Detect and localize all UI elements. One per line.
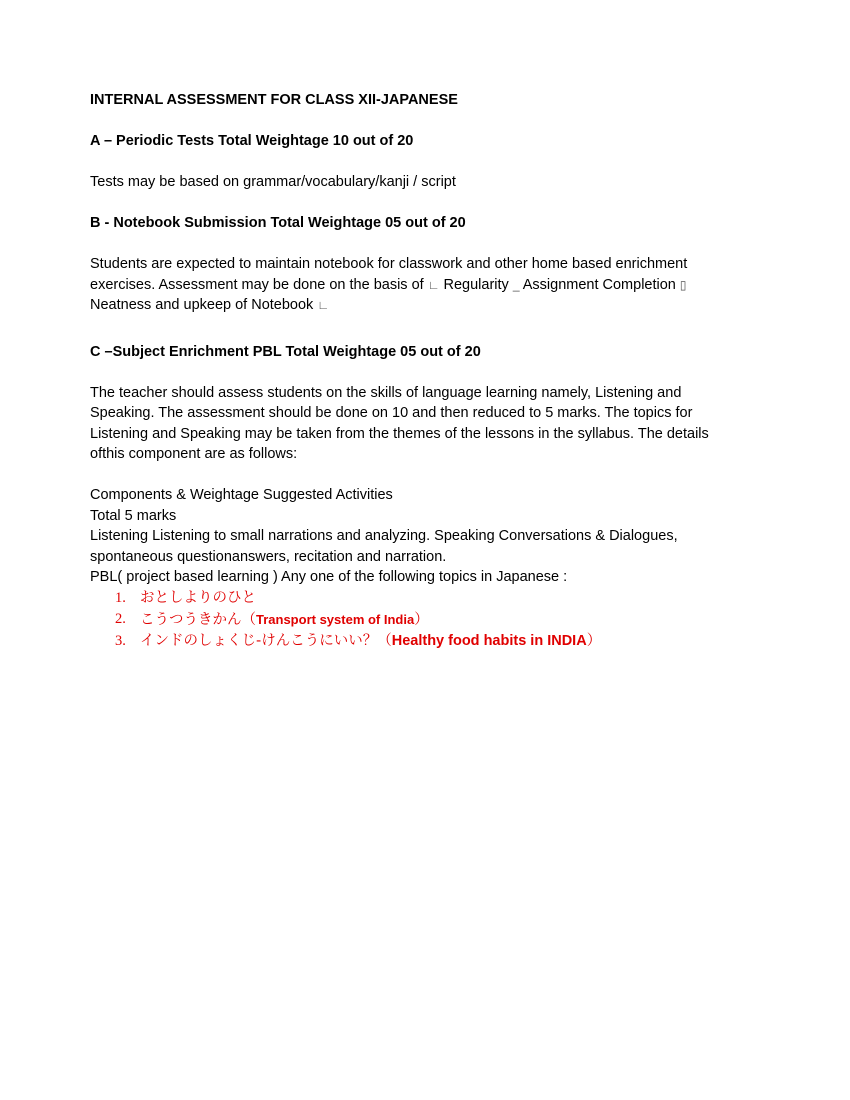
- document-title: INTERNAL ASSESSMENT FOR CLASS XII-JAPANESE: [90, 92, 458, 108]
- section-b-line-3: [90, 295, 750, 316]
- components-block: [90, 485, 750, 588]
- topic-japanese: こうつうきかん（: [140, 611, 256, 628]
- topic-number: 3.: [115, 632, 126, 649]
- section-b-line-2: [90, 275, 750, 296]
- paragraph-line: ofthis component are as follows:: [90, 446, 298, 462]
- section-c-paragraph: [90, 383, 750, 465]
- section-a-heading: A – Periodic Tests Total Weightage 10 out of 20: [90, 133, 414, 149]
- bullet-glyph: ▯: [679, 277, 687, 292]
- topic-japanese: インドのしょくじ-けんこうにいい？（: [140, 632, 392, 649]
- section-b-body: [90, 254, 750, 316]
- section-a-body: Tests may be based on grammar/vocabulary/kanji / script: [90, 174, 456, 190]
- topic-english: Transport system of India: [256, 611, 415, 627]
- pbl-line: PBL( project based learning ) Any one of the following topics in Japanese :: [90, 569, 568, 585]
- criterion-neatness: Neatness and upkeep of Notebook: [90, 297, 314, 313]
- criterion-regularity: Regularity: [443, 276, 509, 293]
- topic-close-paren: ）: [586, 632, 602, 649]
- listening-line-1: Listening Listening to small narrations and analyzing. Speaking Conversations & Dialogues,: [90, 528, 678, 544]
- listening-line-2: spontaneous questionanswers, recitation and narration.: [90, 548, 447, 565]
- topic-english: Healthy food habits in INDIA: [391, 632, 587, 649]
- bullet-glyph: _: [512, 277, 520, 292]
- topic-number: 1.: [115, 589, 126, 606]
- section-b-line-2-text: exercises. Assessment may be done on the basis of: [90, 276, 424, 293]
- paragraph-line: Speaking. The assessment should be done on 10 and then reduced to 5 marks. The topics for: [90, 405, 693, 421]
- section-b-heading: B - Notebook Submission Total Weightage 05 out of 20: [90, 215, 466, 231]
- topic-number: 2.: [115, 610, 126, 627]
- topic-list: [90, 588, 750, 652]
- components-line: Components & Weightage Suggested Activities: [90, 487, 393, 503]
- bullet-glyph: ∟: [427, 277, 440, 292]
- paragraph-line: The teacher should assess students on the skills of language learning namely, Listening and: [90, 384, 682, 401]
- total-marks-line: Total 5 marks: [90, 507, 177, 524]
- topic-item-2: [90, 609, 750, 631]
- paragraph-line: Listening and Speaking may be taken from the themes of the lessons in the syllabus. The details: [90, 425, 709, 442]
- topic-item-1: [90, 588, 750, 609]
- topic-japanese: おとしよりのひと: [140, 589, 256, 606]
- topic-close-paren: ）: [414, 611, 429, 628]
- bullet-glyph: ∟: [317, 298, 330, 312]
- document-page: [90, 90, 750, 652]
- topic-item-3: [90, 631, 750, 652]
- section-b-line-1: Students are expected to maintain notebook for classwork and other home based enrichment: [90, 256, 688, 272]
- section-c-heading: C –Subject Enrichment PBL Total Weightage 05 out of 20: [90, 343, 481, 360]
- criterion-assignment: Assignment Completion: [522, 276, 676, 293]
